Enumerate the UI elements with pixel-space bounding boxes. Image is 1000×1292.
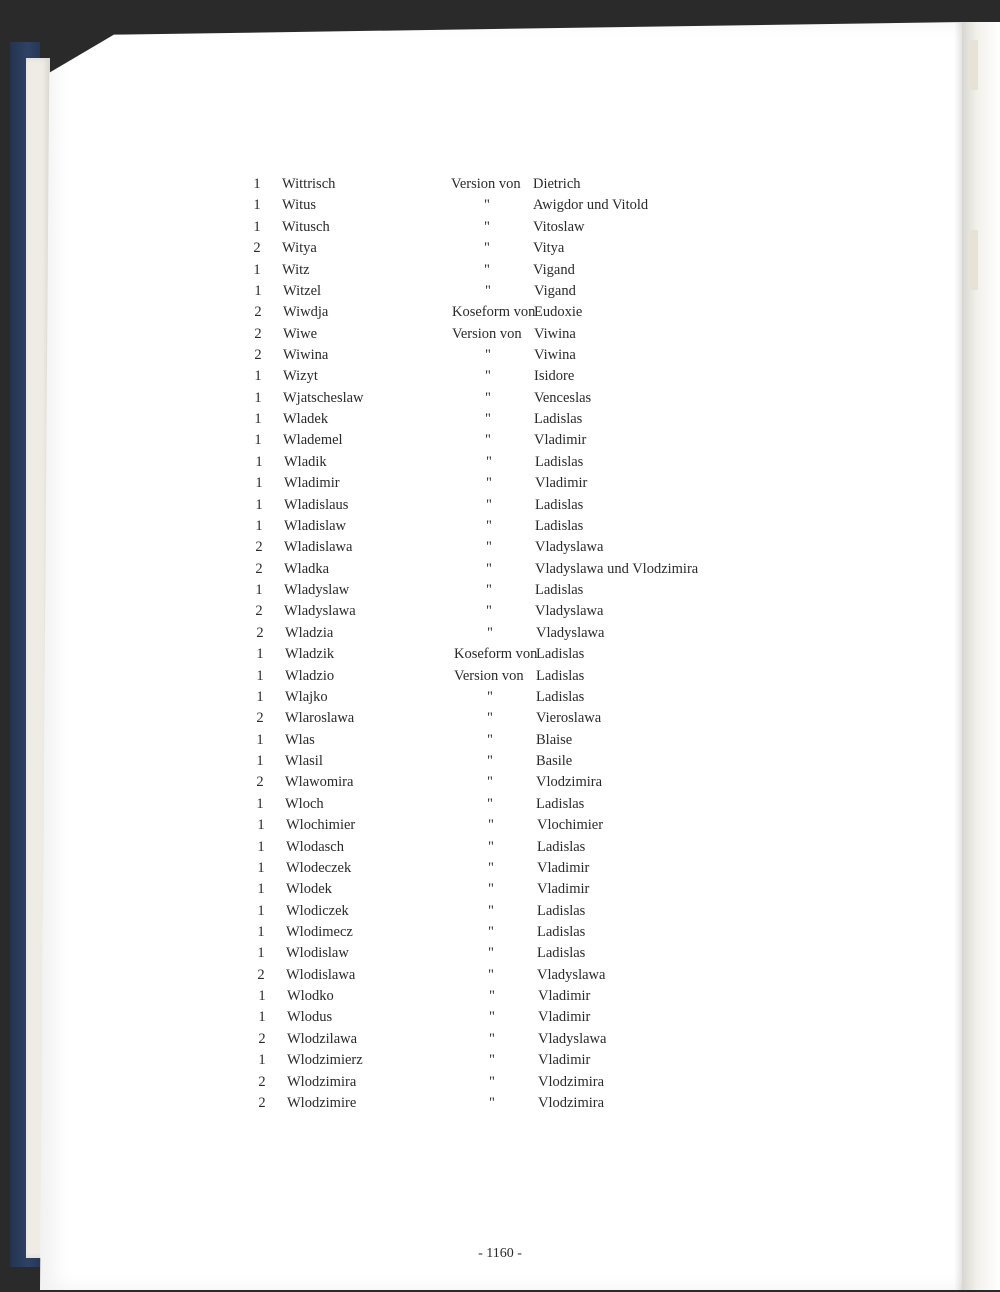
entry-count: 2 (254, 325, 262, 342)
name-entry-row (254, 859, 774, 881)
entry-reference: Ladislas (536, 646, 585, 663)
entry-description: " (484, 261, 490, 278)
name-entry-row (252, 517, 772, 539)
name-entry-row (251, 303, 771, 325)
name-entry-row (253, 731, 773, 753)
entry-reference: Eudoxie (534, 304, 583, 321)
entry-count: 1 (256, 731, 264, 748)
entry-name: Wladek (283, 411, 329, 428)
entry-description: " (488, 945, 494, 962)
entry-reference: Vitya (533, 240, 565, 257)
entry-count: 2 (255, 560, 263, 577)
entry-name: Wlodus (287, 1009, 333, 1026)
entry-description: " (485, 282, 491, 299)
entry-count: 2 (255, 539, 263, 556)
entry-count: 1 (253, 176, 261, 192)
entry-count: 1 (256, 646, 264, 663)
entry-count: 1 (258, 1009, 266, 1026)
entry-description: " (489, 988, 495, 1005)
entry-count: 1 (256, 667, 264, 684)
entry-count: 1 (257, 881, 265, 898)
entry-name: Wladzia (285, 624, 334, 641)
entry-name: Wlodzimire (287, 1094, 357, 1111)
name-entry-row (255, 1030, 775, 1052)
name-entry-row (253, 773, 773, 795)
entry-count: 1 (257, 945, 265, 962)
name-entry-row (252, 560, 772, 582)
entry-reference: Vladyslawa (537, 966, 606, 983)
name-entry-row (254, 816, 774, 838)
entry-count: 1 (253, 218, 261, 235)
entry-count: 2 (253, 240, 261, 257)
entry-description: " (486, 453, 492, 470)
entry-count: 1 (258, 1052, 266, 1069)
entry-name: Wladyslaw (284, 582, 350, 598)
entry-reference: Vieroslawa (536, 710, 602, 727)
entry-name: Wiwdja (283, 304, 329, 321)
entry-count: 2 (254, 347, 262, 363)
entry-description: " (486, 517, 492, 534)
entry-name: Wladislaus (284, 496, 349, 513)
page-number: - 1160 - (478, 1246, 522, 1261)
entry-description: " (488, 924, 494, 940)
entry-description: " (488, 966, 494, 983)
entry-name: Wlodimecz (286, 924, 353, 940)
name-entry-row (254, 944, 774, 966)
entry-description: " (485, 347, 491, 363)
entry-name: Witz (282, 261, 310, 278)
entry-description: " (487, 774, 493, 791)
entry-name: Wladik (284, 453, 327, 470)
entry-reference: Ladislas (535, 582, 584, 598)
name-entry-row (252, 602, 772, 624)
entry-reference: Ladislas (536, 667, 585, 684)
entry-description: " (488, 859, 494, 876)
entry-description: " (487, 688, 493, 705)
entry-count: 1 (257, 817, 265, 834)
entry-count: 1 (257, 859, 265, 876)
entry-reference: Vigand (533, 261, 575, 278)
entry-name: Wlajko (285, 688, 328, 705)
entry-reference: Ladislas (535, 496, 584, 513)
entry-reference: Ladislas (537, 924, 586, 940)
entry-name: Witusch (282, 218, 330, 235)
entry-reference: Venceslas (534, 389, 592, 406)
entry-name: Wjatscheslaw (283, 389, 364, 406)
name-entry-row (251, 410, 771, 432)
name-entry-row (252, 474, 772, 496)
entry-name: Wladzik (285, 646, 335, 663)
name-entry-row (250, 218, 770, 240)
entry-description: " (489, 1073, 495, 1090)
entry-name: Wlodzilawa (287, 1030, 358, 1047)
entry-name: Wladislawa (284, 539, 353, 556)
entry-description: " (487, 795, 493, 812)
entry-count: 2 (257, 966, 265, 983)
entry-reference: Awigdor und Vitold (533, 197, 649, 214)
entry-count: 1 (255, 496, 263, 513)
entry-reference: Vladimir (537, 881, 590, 898)
entry-description: " (485, 368, 491, 385)
name-entry-row (251, 431, 771, 453)
entry-count: 1 (257, 838, 265, 855)
name-entry-row (254, 966, 774, 988)
entry-description: " (486, 603, 492, 620)
name-entry-row (253, 645, 773, 667)
name-entry-row (252, 496, 772, 518)
entry-description: Version von (454, 667, 524, 684)
entry-count: 2 (256, 624, 264, 641)
name-entry-row (255, 1094, 775, 1116)
entry-reference: Vladyslawa und Vlodzimira (535, 560, 699, 577)
name-entry-row (253, 752, 773, 774)
entry-description: " (489, 1094, 495, 1111)
entry-description: " (488, 902, 494, 919)
entry-name: Wlodislaw (286, 945, 349, 962)
entry-reference: Basile (536, 753, 573, 769)
name-entry-row (254, 902, 774, 924)
entry-description: " (487, 753, 493, 769)
entry-name: Wiwe (283, 325, 318, 342)
entry-reference: Ladislas (537, 838, 586, 855)
entry-reference: Vladyslawa (536, 624, 605, 641)
name-entry-row (250, 239, 770, 261)
entry-name: Witya (282, 240, 317, 257)
entry-count: 2 (254, 304, 262, 321)
entry-count: 1 (254, 282, 262, 299)
entry-reference: Vladyslawa (535, 539, 604, 556)
entry-reference: Ladislas (537, 945, 586, 962)
entry-description: " (488, 881, 494, 898)
entry-name: Wladyslawa (284, 603, 356, 620)
name-entry-row (251, 367, 771, 389)
entry-name: Wladka (284, 560, 330, 577)
entry-description: " (484, 240, 490, 257)
entry-name: Wlodek (286, 881, 332, 898)
entry-count: 1 (255, 475, 263, 492)
name-entry-row (252, 538, 772, 560)
entry-reference: Ladislas (535, 453, 584, 470)
entry-description: " (486, 582, 492, 598)
entry-description: Koseform von (454, 646, 538, 663)
name-entry-row (251, 325, 771, 347)
entry-count: 1 (254, 368, 262, 385)
entry-name: Wlodko (287, 988, 334, 1005)
entry-count: 2 (258, 1073, 266, 1090)
entry-reference: Vlodzimira (536, 774, 603, 791)
entry-count: 1 (258, 988, 266, 1005)
entry-name: Wlademel (283, 432, 343, 449)
name-entry-row (255, 1051, 775, 1073)
entry-description: " (486, 475, 492, 492)
entry-count: 1 (255, 517, 263, 534)
name-entry-row (254, 838, 774, 860)
entry-description: " (485, 411, 491, 428)
entry-reference: Dietrich (533, 176, 581, 192)
entry-reference: Vlochimier (537, 817, 604, 834)
entry-name: Wladzio (285, 667, 335, 684)
name-entry-row (255, 1008, 775, 1030)
name-entry-row (253, 624, 773, 646)
entry-description: " (485, 389, 491, 406)
entry-count: 1 (256, 795, 264, 812)
name-entry-row (250, 175, 770, 197)
entry-reference: Vitoslaw (533, 218, 585, 235)
entry-description: " (485, 432, 491, 449)
entry-reference: Blaise (536, 731, 573, 748)
entry-description: " (489, 1052, 495, 1069)
entry-description: " (486, 496, 492, 513)
entry-count: 2 (255, 603, 263, 620)
entry-count: 1 (253, 261, 261, 278)
entry-count: 1 (256, 753, 264, 769)
name-entry-row (254, 923, 774, 945)
entry-description: " (488, 838, 494, 855)
entry-count: 1 (257, 902, 265, 919)
entry-count: 1 (254, 411, 262, 428)
name-entry-row (253, 709, 773, 731)
entry-name: Wlochimier (286, 817, 356, 834)
name-entry-row (251, 389, 771, 411)
entry-reference: Vladyslawa (535, 603, 604, 620)
name-entry-row (251, 282, 771, 304)
entry-count: 2 (258, 1030, 266, 1047)
entry-description: " (486, 560, 492, 577)
entry-description: " (486, 539, 492, 556)
entry-reference: Vlodzimira (538, 1073, 605, 1090)
entry-reference: Ladislas (536, 688, 585, 705)
entry-name: Witus (282, 197, 317, 214)
entry-description: " (489, 1030, 495, 1047)
entry-reference: Vladimir (534, 432, 587, 449)
name-entry-row (251, 346, 771, 368)
entry-count: 2 (256, 710, 264, 727)
name-entry-row (252, 581, 772, 603)
entry-reference: Vladimir (537, 859, 590, 876)
entry-name: Wizyt (283, 368, 318, 385)
entry-name: Wlodzimierz (287, 1052, 363, 1069)
name-entry-row (253, 667, 773, 689)
entry-reference: Ladislas (537, 902, 586, 919)
entry-reference: Vladimir (538, 988, 591, 1005)
entry-name: Wlodzimira (287, 1073, 357, 1090)
entry-name: Witzel (283, 282, 322, 299)
entry-count: 2 (258, 1094, 266, 1111)
entry-count: 1 (254, 389, 262, 406)
entry-reference: Isidore (534, 368, 575, 385)
entry-count: 1 (255, 453, 263, 470)
entry-name: Wlodislawa (286, 966, 356, 983)
name-entry-row (252, 453, 772, 475)
entry-count: 1 (254, 432, 262, 449)
entry-description: Koseform von (452, 304, 536, 321)
entry-description: " (488, 817, 494, 834)
entry-reference: Vigand (534, 282, 576, 299)
entry-name: Wlaroslawa (285, 710, 355, 727)
entry-description: " (487, 731, 493, 748)
entry-count: 1 (255, 582, 263, 598)
entry-name: Wladimir (284, 475, 340, 492)
entry-name: Wiwina (283, 347, 329, 363)
entry-reference: Vladimir (535, 475, 588, 492)
entry-reference: Ladislas (536, 795, 585, 812)
entry-name: Wlodiczek (286, 902, 349, 919)
entry-description: " (484, 218, 490, 235)
entry-count: 1 (257, 924, 265, 940)
entry-name: Wlodasch (286, 838, 344, 855)
entry-count: 2 (256, 774, 264, 791)
entry-reference: Viwina (534, 325, 576, 342)
entry-description: Version von (451, 176, 521, 192)
entry-name: Wittrisch (282, 176, 336, 192)
name-entry-row (250, 196, 770, 218)
entry-name: Wlawomira (285, 774, 354, 791)
entry-reference: Vladimir (538, 1052, 591, 1069)
entry-description: " (487, 624, 493, 641)
name-entry-row (253, 688, 773, 710)
name-entry-row (255, 987, 775, 1009)
entry-reference: Ladislas (535, 517, 584, 534)
entry-reference: Ladislas (534, 411, 583, 428)
name-entry-row (255, 1073, 775, 1095)
name-entry-row (253, 795, 773, 817)
entry-description: Version von (452, 325, 522, 342)
entry-count: 1 (253, 197, 261, 214)
entry-description: " (484, 197, 490, 214)
entry-name: Wlodeczek (286, 859, 352, 876)
entry-description: " (489, 1009, 495, 1026)
entry-reference: Vlodzimira (538, 1094, 605, 1111)
entry-name: Wloch (285, 795, 324, 812)
entry-description: " (487, 710, 493, 727)
entry-name: Wladislaw (284, 517, 347, 534)
entry-name: Wlasil (285, 753, 323, 769)
name-entry-row (254, 880, 774, 902)
entry-reference: Viwina (534, 347, 576, 363)
entry-reference: Vladimir (538, 1009, 591, 1026)
name-entry-row (250, 261, 770, 283)
entry-name: Wlas (285, 731, 315, 748)
entry-count: 1 (256, 688, 264, 705)
entry-reference: Vladyslawa (538, 1030, 607, 1047)
